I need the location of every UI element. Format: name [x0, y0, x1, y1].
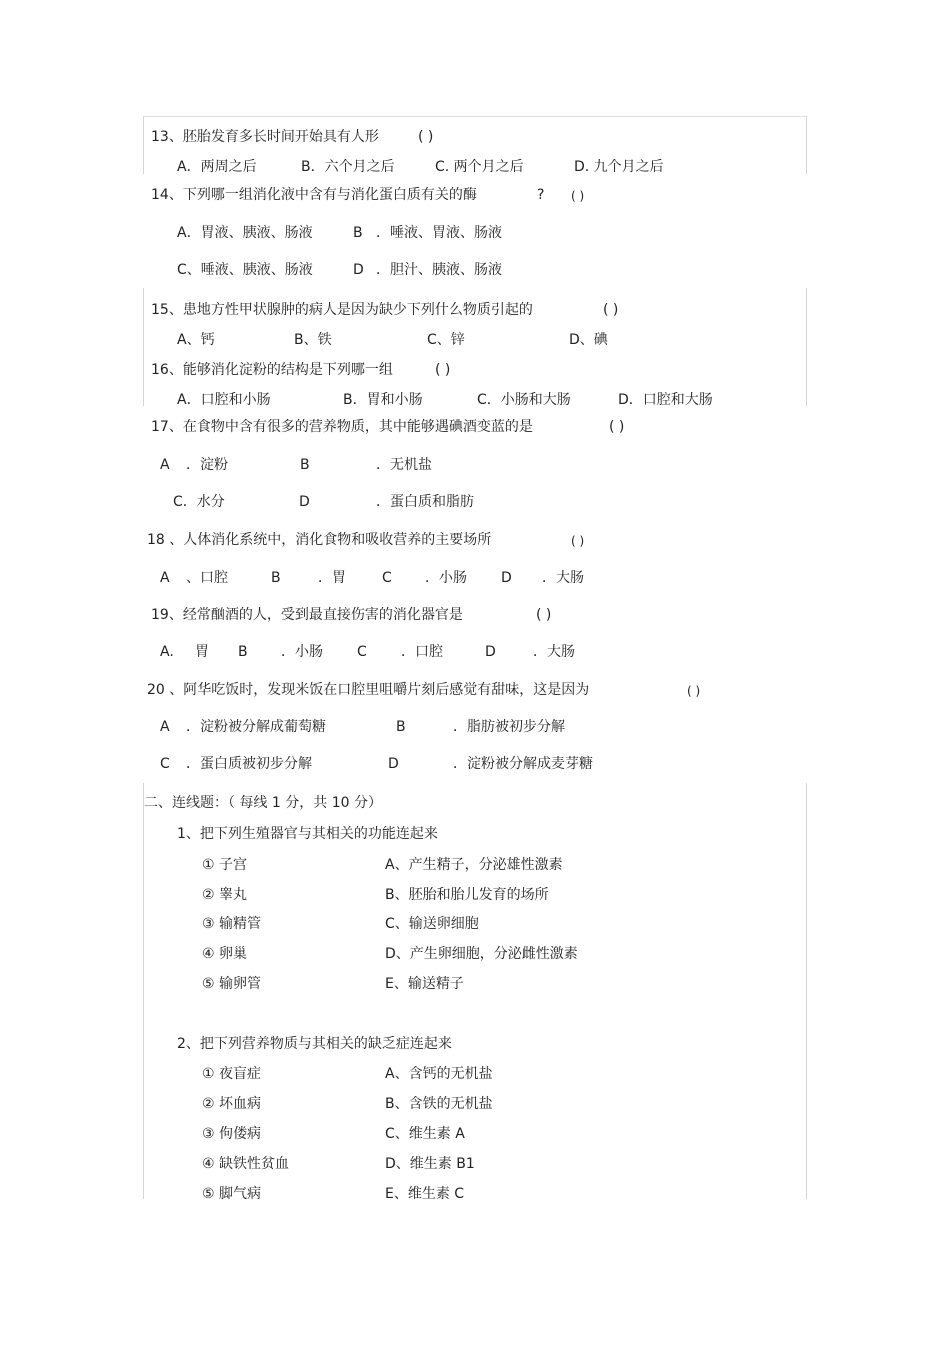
q14-option-c: C、唾液、胰液、肠液: [177, 262, 313, 278]
frame-left-line-1: [143, 116, 144, 174]
matching-q2-text: 2、把下列营养物质与其相关的缺乏症连起来: [177, 1036, 452, 1052]
q16-text: 16、能够消化淀粉的结构是下列哪一组: [151, 362, 393, 378]
q20-option-a-label: A: [160, 719, 170, 735]
q18-option-d-label: D: [501, 570, 512, 586]
q20-option-a-text: ．淀粉被分解成葡萄糖: [186, 719, 326, 735]
q15-option-a: A、钙: [177, 332, 215, 348]
q20-option-b-label: B: [396, 719, 406, 735]
q18-option-a-label: A: [160, 570, 170, 586]
matching-q2-right-item: B、含铁的无机盐: [385, 1096, 493, 1112]
q16-option-c: C．小肠和大肠: [477, 392, 571, 408]
q13-option-a: A．两周之后: [177, 159, 257, 175]
q18-option-b-label: B: [271, 570, 281, 586]
q14-option-d-label: D: [353, 262, 364, 278]
matching-q1-left-item: ⑤ 输卵管: [202, 976, 262, 992]
q17-option-a-text: ．淀粉: [186, 457, 228, 473]
q17-paren: ( ): [609, 419, 625, 435]
q19-paren: ( ): [536, 607, 552, 623]
q20-option-d-text: ．淀粉被分解成麦芽糖: [453, 756, 593, 772]
q19-option-a-label: A.: [160, 644, 174, 660]
q18-text: 18 、人体消化系统中，消化食物和吸收营养的主要场所: [147, 532, 492, 548]
matching-q2-left-item: ③ 佝偻病: [202, 1126, 262, 1142]
q15-paren: ( ): [603, 302, 619, 318]
q18-option-a-text: 、口腔: [186, 570, 228, 586]
frame-left-line-2: [143, 288, 144, 406]
matching-q1-left-item: ④ 卵巢: [202, 946, 248, 962]
q19-option-c-text: ．口腔: [401, 644, 443, 660]
q16-option-d: D．口腔和大肠: [618, 392, 713, 408]
q18-paren: ( ): [571, 534, 585, 548]
matching-q2-right-item: C、维生素 A: [385, 1126, 465, 1142]
q14-option-d-text: ．胆汁、胰液、肠液: [376, 262, 502, 278]
matching-q2-left-item: ④ 缺铁性贫血: [202, 1156, 290, 1172]
q16-paren: ( ): [435, 362, 451, 378]
q15-option-b: B、铁: [294, 332, 332, 348]
q17-option-c: C．水分: [173, 494, 225, 510]
q15-option-c: C、锌: [427, 332, 465, 348]
q18-option-b-text: ．胃: [318, 570, 346, 586]
q18-option-c-text: ．小肠: [425, 570, 467, 586]
matching-q1-right-item: E、输送精子: [385, 976, 464, 992]
q15-option-d: D、碘: [569, 332, 608, 348]
q13-option-b: B．六个月之后: [301, 159, 395, 175]
q13-option-c: C. 两个月之后: [435, 159, 524, 175]
q18-option-c-label: C: [382, 570, 392, 586]
q14-paren: ( ): [571, 189, 585, 203]
q20-paren: ( ): [687, 684, 701, 698]
q13-option-d: D. 九个月之后: [574, 159, 664, 175]
matching-q1-left-item: ② 睾丸: [202, 887, 248, 903]
q19-option-d-label: D: [485, 644, 496, 660]
q13-paren: ( ): [418, 129, 434, 145]
q17-text: 17、在食物中含有很多的营养物质，其中能够遇碘酒变蓝的是: [151, 419, 533, 435]
q19-option-b-label: B: [238, 644, 248, 660]
matching-q1-text: 1、把下列生殖器官与其相关的功能连起来: [177, 826, 438, 842]
q14-qmark: ?: [537, 187, 545, 203]
matching-q2-right-item: E、维生素 C: [385, 1186, 465, 1202]
matching-q2-right-item: D、维生素 B1: [385, 1156, 475, 1172]
q14-text: 14、下列哪一组消化液中含有与消化蛋白质有关的酶: [151, 187, 477, 203]
frame-right-line-2: [806, 288, 807, 406]
q19-option-a-text: 胃: [195, 644, 209, 660]
matching-q2-left-item: ① 夜盲症: [202, 1066, 262, 1082]
q16-option-a: A．口腔和小肠: [177, 392, 271, 408]
q15-text: 15、患地方性甲状腺肿的病人是因为缺少下列什么物质引起的: [151, 302, 533, 318]
q20-option-c-label: C: [160, 756, 170, 772]
matching-q2-left-item: ⑤ 脚气病: [202, 1186, 262, 1202]
q16-option-b: B．胃和小肠: [343, 392, 423, 408]
q19-option-d-text: ．大肠: [533, 644, 575, 660]
q19-text: 19、经常酗酒的人，受到最直接伤害的消化器官是: [151, 607, 463, 623]
matching-q1-right-item: B、胚胎和胎儿发育的场所: [385, 887, 549, 903]
q13-text: 13、胚胎发育多长时间开始具有人形: [151, 129, 379, 145]
q20-option-d-label: D: [388, 756, 399, 772]
q17-option-b-label: B: [300, 457, 310, 473]
q17-option-b-text: ．无机盐: [376, 457, 432, 473]
q19-option-c-label: C: [357, 644, 367, 660]
section2-title: 二、连线题：（ 每线 1 分，共 10 分）: [144, 795, 382, 811]
matching-q2-left-item: ② 坏血病: [202, 1096, 262, 1112]
q14-option-b-text: ．唾液、胃液、肠液: [376, 225, 502, 241]
q14-option-a: A．胃液、胰液、肠液: [177, 225, 313, 241]
matching-q1-left-item: ③ 输精管: [202, 916, 262, 932]
q20-text: 20 、阿华吃饭时，发现米饭在口腔里咀嚼片刻后感觉有甜味，这是因为: [147, 682, 590, 698]
frame-left-line-3: [143, 783, 144, 1199]
matching-q1-right-item: A、产生精子，分泌雄性激素: [385, 857, 563, 873]
matching-q1-left-item: ① 子宫: [202, 857, 248, 873]
frame-right-line-1: [806, 116, 807, 174]
matching-q1-right-item: C、输送卵细胞: [385, 916, 479, 932]
q19-option-b-text: ．小肠: [281, 644, 323, 660]
q18-option-d-text: ．大肠: [542, 570, 584, 586]
frame-right-line-3: [806, 783, 807, 1199]
q20-option-b-text: ．脂肪被初步分解: [453, 719, 565, 735]
matching-q2-right-item: A、含钙的无机盐: [385, 1066, 493, 1082]
q20-option-c-text: ．蛋白质被初步分解: [186, 756, 312, 772]
frame-top-line: [143, 116, 807, 117]
q17-option-d-label: D: [299, 494, 310, 510]
q14-option-b-label: B: [353, 225, 363, 241]
q17-option-a-label: A: [160, 457, 170, 473]
q17-option-d-text: ．蛋白质和脂肪: [376, 494, 474, 510]
matching-q1-right-item: D、产生卵细胞，分泌雌性激素: [385, 946, 578, 962]
